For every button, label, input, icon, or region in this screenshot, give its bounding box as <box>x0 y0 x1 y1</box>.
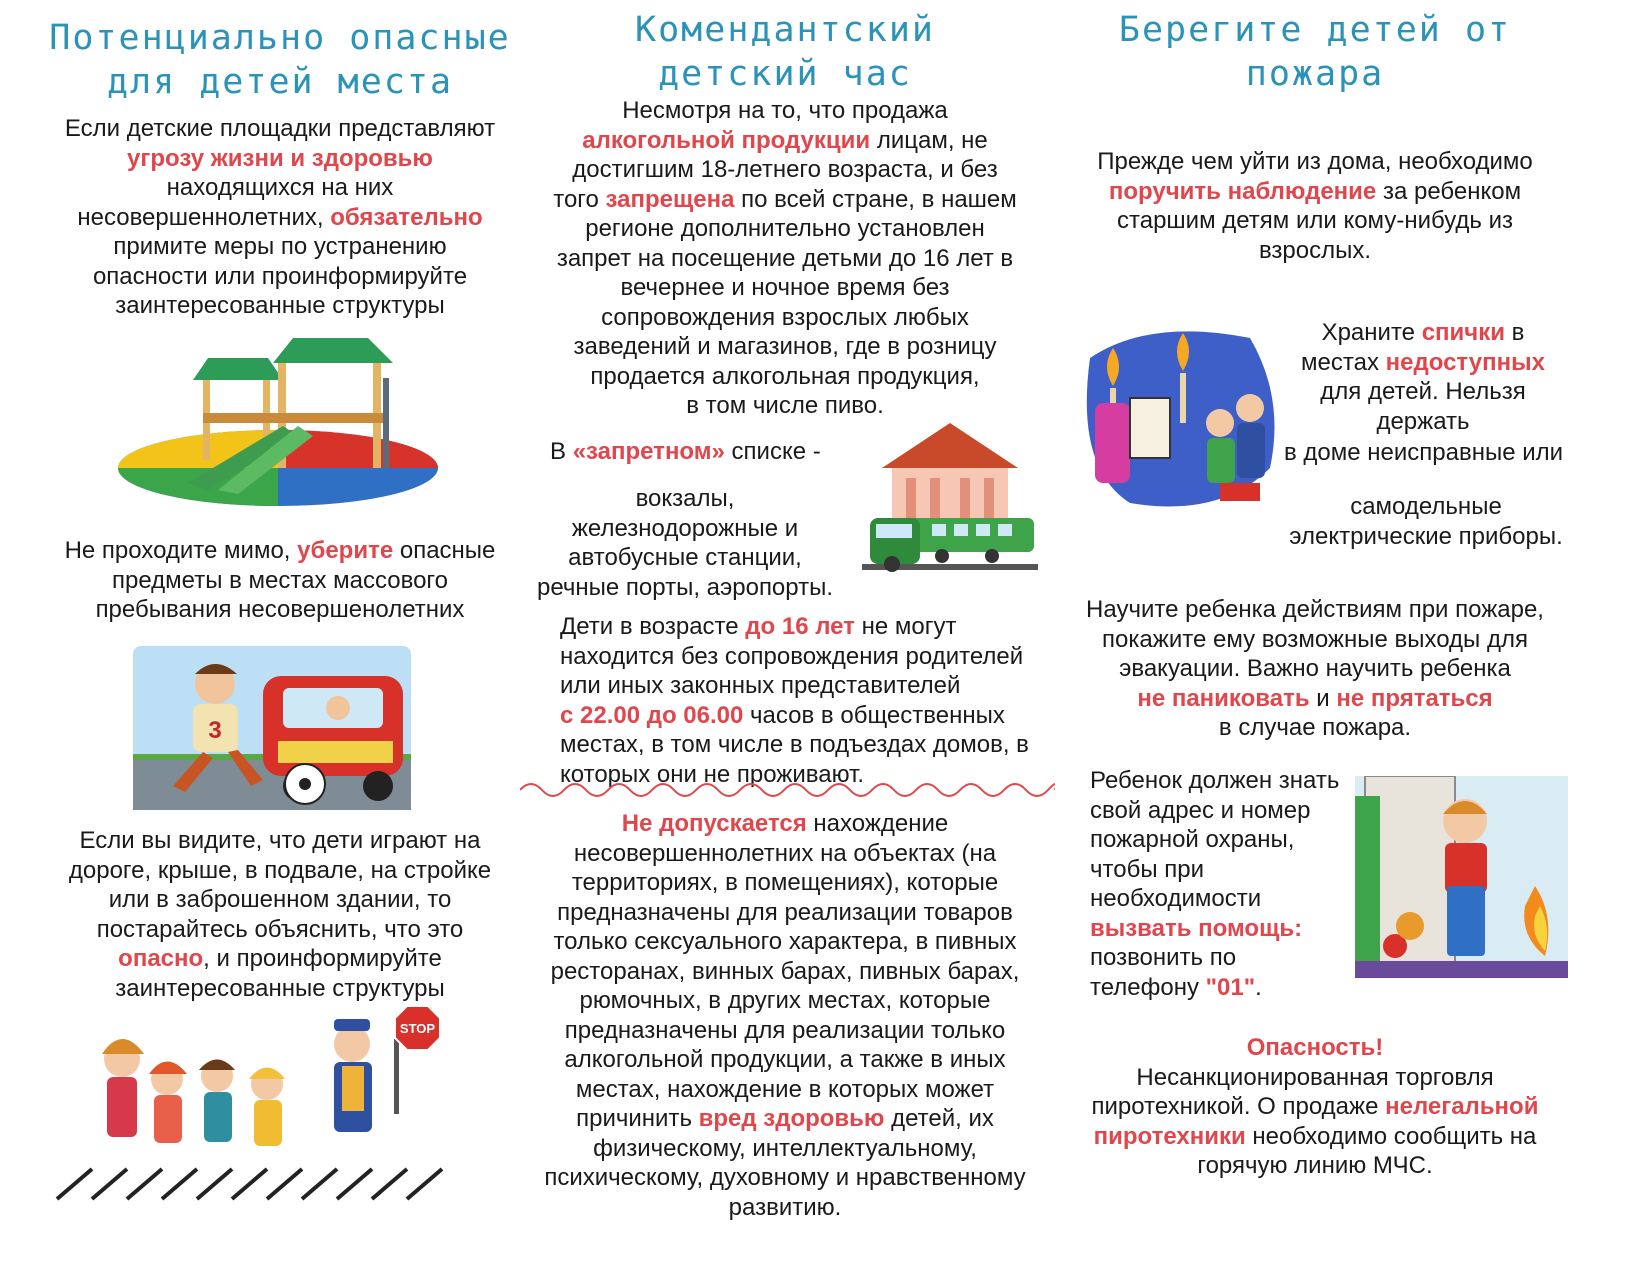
text-line <box>535 126 1035 156</box>
text-segment: психическому, духовному и нравственному <box>544 1164 1026 1191</box>
text-line <box>1284 522 1568 552</box>
text-segment: чтобы при <box>1090 855 1204 883</box>
text-segment: сопровождения взрослых любых <box>601 303 969 331</box>
text-segment: или иных законных представителей <box>560 672 961 699</box>
highlight-text: обязательно <box>330 203 483 231</box>
text-line <box>20 566 540 596</box>
text-line <box>1090 796 1360 826</box>
text-segment: пиротехникой. О продаже <box>1091 1093 1386 1120</box>
title-fire-safety <box>1060 8 1570 96</box>
paragraph-supervision <box>1060 147 1570 265</box>
text-segment: развитию. <box>728 1193 842 1221</box>
svg-text:3: 3 <box>208 717 222 744</box>
text-line <box>1090 825 1360 855</box>
text-line <box>1090 973 1360 1003</box>
paragraph-matches <box>1283 318 1563 436</box>
text-segment: опасности или проинформируйте <box>92 262 468 290</box>
highlight-text: пиротехники <box>1093 1122 1246 1150</box>
text-line <box>1090 766 1360 796</box>
text-line: Комендантский <box>635 10 935 50</box>
text-segment: самодельные <box>1350 493 1502 520</box>
text-segment: которых они не проживают. <box>560 760 865 788</box>
text-segment: нахождение <box>806 810 949 837</box>
text-segment: ресторанах, винных барах, пивных барах, <box>550 957 1020 985</box>
text-segment: железнодорожные и <box>571 514 799 542</box>
text-line <box>535 898 1035 928</box>
text-segment: . <box>1255 973 1262 1001</box>
text-line <box>535 96 1035 126</box>
highlight-text: "01" <box>1205 973 1256 1001</box>
text-line <box>535 273 1035 303</box>
text-line <box>1090 943 1360 973</box>
text-line <box>20 262 540 292</box>
text-segment: в случае пожара. <box>1218 714 1412 741</box>
text-segment: горячую линию МЧС. <box>1197 1152 1433 1179</box>
text-line <box>1060 684 1570 714</box>
highlight-text: Опасность! <box>1246 1034 1384 1061</box>
text-line <box>1060 236 1570 266</box>
text-line <box>535 303 1035 333</box>
text-segment: телефону <box>1090 973 1206 1001</box>
text-line <box>535 155 1035 185</box>
text-segment: находится без сопровождения родителей <box>560 642 1024 670</box>
text-segment: заведений и магазинов, где в розницу <box>573 333 997 360</box>
text-segment: местах, в том числе в подъездах домов, в <box>560 731 1029 758</box>
text-segment: вечернее и ночное время без <box>620 274 950 301</box>
crosswalk-children-illustration <box>52 1004 452 1204</box>
text-segment: достигшим 18-летнего возраста, и без <box>572 156 998 183</box>
highlight-text: не паниковать <box>1137 684 1310 712</box>
text-segment: Ребенок должен знать <box>1090 767 1340 794</box>
text-line <box>535 514 835 544</box>
text-segment: автобусные станции, <box>568 544 802 571</box>
text-segment: не могут <box>854 613 957 640</box>
text-segment: находящихся на них <box>166 174 394 201</box>
text-line <box>1284 438 1584 468</box>
highlight-text: угрозу жизни и здоровью <box>127 144 433 172</box>
text-line <box>560 701 1080 731</box>
text-segment: запрет на посещение детьми до 16 лет в <box>556 244 1014 272</box>
text-line <box>535 1193 1035 1223</box>
text-segment: необходимости <box>1090 885 1262 912</box>
text-line <box>20 173 540 203</box>
text-segment: вокзалы, <box>635 485 735 512</box>
text-segment: в доме неисправные или <box>1284 439 1564 466</box>
text-segment: предназначены для реализации только <box>564 1016 1006 1044</box>
text-segment: Несмотря на то, что продажа <box>622 97 948 124</box>
text-line <box>1283 407 1563 437</box>
text-segment: речные порты, аэропорты. <box>536 573 834 601</box>
text-line <box>20 944 540 974</box>
text-line <box>550 437 860 467</box>
text-line <box>1283 348 1563 378</box>
text-segment: и <box>1309 684 1337 712</box>
paragraph-not-allowed <box>535 809 1035 1222</box>
column-1-title <box>20 16 540 104</box>
text-segment: взрослых. <box>1258 236 1372 264</box>
paragraph-faulty-appliances-2 <box>1284 492 1568 551</box>
text-line <box>560 730 1080 760</box>
text-line <box>535 809 1035 839</box>
text-line <box>20 291 540 321</box>
text-line <box>535 1016 1035 1046</box>
text-line <box>20 203 540 233</box>
text-segment: Если вы видите, что дети играют на <box>79 827 481 854</box>
text-segment: необходимо сообщить на <box>1245 1122 1537 1150</box>
text-line <box>535 543 835 573</box>
text-line <box>1060 1092 1570 1122</box>
title-curfew <box>535 8 1035 96</box>
paragraph-children-playing <box>20 826 540 1003</box>
station-train-illustration <box>862 418 1038 580</box>
text-line <box>535 332 1035 362</box>
child-ball-car-illustration <box>133 646 411 810</box>
text-line <box>20 144 540 174</box>
highlight-text: «запретном» <box>572 438 725 465</box>
text-segment: за ребенком <box>1376 177 1522 205</box>
paragraph-age-curfew <box>560 612 1080 789</box>
text-segment: пребывания несовершенолетних <box>95 596 465 623</box>
text-segment: причинить <box>576 1105 699 1132</box>
paragraph-alcohol-ban <box>535 96 1035 421</box>
paragraph-call-help <box>1090 766 1360 1002</box>
text-segment: заинтересованные структуры <box>115 292 445 319</box>
text-segment: старшим детям или кому-нибудь из <box>1117 207 1513 234</box>
paragraph-pyrotechnics <box>1060 1033 1570 1181</box>
text-segment: Если детские площадки представляют <box>64 115 496 142</box>
text-segment: Не проходите мимо, <box>64 537 298 564</box>
text-line <box>1060 1122 1570 1152</box>
text-segment: Научите ребенка действиям при пожаре, <box>1086 596 1544 623</box>
text-line <box>535 484 835 514</box>
highlight-text: недоступных <box>1385 348 1545 376</box>
text-line <box>20 826 540 856</box>
text-line <box>1060 177 1570 207</box>
text-line <box>535 573 835 603</box>
paragraph-faulty-appliances-1 <box>1284 438 1584 468</box>
text-line <box>1283 318 1563 348</box>
text-segment: только сексуального характера, в пивных <box>553 928 1017 955</box>
text-line <box>1090 855 1360 885</box>
text-line <box>535 185 1035 215</box>
text-line <box>20 114 540 144</box>
text-line: для детей места <box>106 62 454 102</box>
text-segment: несовершеннолетних, <box>77 203 331 231</box>
highlight-text: алкогольной продукции <box>582 126 871 154</box>
paragraph-dangerous-objects <box>20 536 540 625</box>
highlight-text: спички <box>1421 319 1505 346</box>
paragraph-forbidden-list <box>550 437 860 467</box>
text-line: Потенциально опасные <box>49 18 511 58</box>
text-segment: примите меры по устранению <box>113 233 447 260</box>
text-segment: регионе дополнительно установлен <box>585 215 985 242</box>
wavy-divider <box>520 778 1055 802</box>
playground-illustration <box>108 318 448 508</box>
text-line <box>20 856 540 886</box>
text-line <box>1060 206 1570 236</box>
text-segment: В <box>550 438 573 465</box>
text-line <box>1090 884 1360 914</box>
text-line: Берегите детей от <box>1118 10 1512 50</box>
text-segment: пожарной охраны, <box>1090 826 1295 853</box>
text-line <box>535 362 1035 392</box>
title-dangerous-places <box>20 16 540 104</box>
text-line <box>535 391 1035 421</box>
text-segment: предметы в местах массового <box>112 566 448 594</box>
highlight-text: поручить наблюдение <box>1108 177 1377 205</box>
text-segment: по всей стране, в нашем <box>734 185 1017 213</box>
text-segment: дороге, крыше, в подвале, на стройке <box>68 856 492 884</box>
column-2-title <box>535 8 1035 96</box>
text-line <box>20 915 540 945</box>
text-segment: покажите ему возможные выходы для <box>1102 625 1528 653</box>
text-line <box>535 244 1035 274</box>
paragraph-stations <box>535 484 835 602</box>
highlight-text: запрещена <box>605 185 735 213</box>
boy-fire-illustration <box>1355 776 1568 978</box>
highlight-text: опасно <box>118 945 204 972</box>
text-line <box>20 974 540 1004</box>
text-segment: в том числе пиво. <box>686 392 884 419</box>
text-line <box>535 214 1035 244</box>
text-line <box>535 839 1035 869</box>
text-segment: или в заброшенном здании, то <box>108 886 452 913</box>
column-3-title <box>1060 8 1570 96</box>
text-line <box>20 232 540 262</box>
text-line <box>1283 377 1563 407</box>
highlight-text: не прятаться <box>1336 684 1493 712</box>
text-line <box>535 1104 1035 1134</box>
stop-sign-text: STOP <box>399 1021 436 1036</box>
text-segment: часов в общественных <box>743 701 1005 729</box>
text-line <box>20 536 540 566</box>
text-line <box>560 642 1080 672</box>
text-line <box>1060 1151 1570 1181</box>
text-segment: эвакуации. Важно научить ребенка <box>1119 655 1511 682</box>
text-line <box>535 927 1035 957</box>
text-line <box>1060 1033 1570 1063</box>
text-line <box>20 595 540 625</box>
text-line <box>560 671 1080 701</box>
text-segment: в <box>1504 319 1525 346</box>
highlight-text: вред здоровью <box>698 1105 885 1132</box>
text-segment: Прежде чем уйти из дома, необходимо <box>1097 148 1533 175</box>
text-segment: продается алкогольная продукция, <box>590 362 980 390</box>
text-segment: рюмочных, в других местах, которые <box>579 987 991 1014</box>
text-line <box>535 1134 1035 1164</box>
text-segment: предназначены для реализации товаров <box>557 898 1013 926</box>
text-line <box>1060 1063 1570 1093</box>
highlight-text: до 16 лет <box>745 613 855 640</box>
text-segment: для детей. Нельзя <box>1320 378 1526 405</box>
text-segment: того <box>553 185 606 213</box>
text-line <box>535 1045 1035 1075</box>
text-line <box>1284 492 1568 522</box>
text-segment: Храните <box>1321 319 1422 346</box>
text-line <box>535 868 1035 898</box>
highlight-text: вызвать помощь: <box>1090 914 1303 942</box>
text-segment: несовершеннолетних на объектах (на <box>573 839 997 867</box>
text-line <box>535 1163 1035 1193</box>
text-line <box>1060 147 1570 177</box>
text-segment: физическому, интеллектуальному, <box>593 1134 977 1162</box>
text-segment: держать <box>1376 407 1470 435</box>
text-segment: детей, их <box>884 1105 994 1132</box>
text-line <box>1060 625 1570 655</box>
text-segment: постарайтесь объяснить, что это <box>96 915 464 943</box>
text-line <box>1090 914 1360 944</box>
text-line: пожара <box>1245 54 1385 94</box>
text-segment: алкогольной продукции, а также в иных <box>564 1046 1006 1073</box>
text-segment: местах <box>1301 348 1386 376</box>
highlight-text: с 22.00 до 06.00 <box>560 701 744 729</box>
text-segment: позвонить по <box>1090 944 1237 971</box>
text-line <box>20 885 540 915</box>
text-segment: свой адрес и номер <box>1090 796 1311 824</box>
text-segment: заинтересованные структуры <box>115 974 445 1002</box>
text-segment: электрические приборы. <box>1289 522 1563 550</box>
text-segment: Несанкционированная торговля <box>1136 1063 1494 1091</box>
text-segment: , и проинформируйте <box>203 945 442 972</box>
text-line <box>1060 654 1570 684</box>
paragraph-fire-actions <box>1060 595 1570 743</box>
text-line <box>1060 595 1570 625</box>
text-segment: территориях, в помещениях), которые <box>571 869 999 896</box>
highlight-text: нелегальной <box>1385 1093 1539 1120</box>
text-line <box>535 1075 1035 1105</box>
text-line <box>535 957 1035 987</box>
paragraph-playgrounds <box>20 114 540 321</box>
text-segment: списке - <box>724 438 821 465</box>
text-line <box>560 612 1080 642</box>
text-segment: Дети в возрасте <box>560 613 746 640</box>
text-segment: лицам, не <box>870 126 988 154</box>
text-segment: местах, нахождение в которых может <box>575 1075 995 1103</box>
text-line: детский час <box>658 54 912 94</box>
matches-children-illustration <box>1070 318 1280 518</box>
text-line <box>1060 713 1570 743</box>
text-segment: опасные <box>393 537 496 564</box>
highlight-text: уберите <box>297 537 394 564</box>
highlight-text: Не допускается <box>621 810 807 837</box>
text-line <box>535 986 1035 1016</box>
